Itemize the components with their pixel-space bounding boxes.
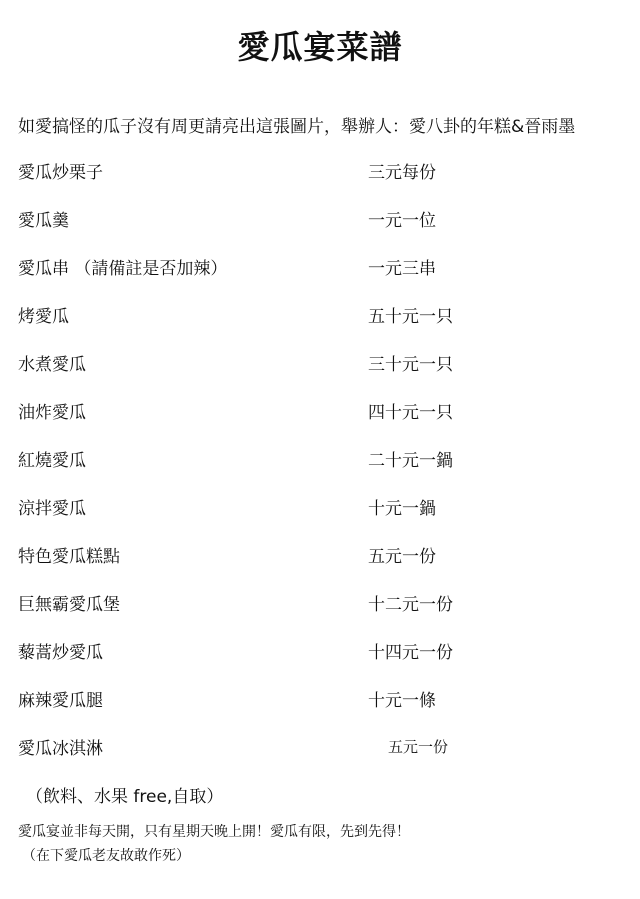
menu-item (18, 158, 618, 206)
menu-item (18, 206, 618, 254)
dish-name: 愛瓜冰淇淋 (18, 739, 103, 759)
dish-price: 十元一鍋 (368, 499, 436, 519)
menu-list (18, 158, 618, 782)
dish-name: 麻辣愛瓜腿 (18, 691, 103, 711)
dish-price: 五十元一只 (368, 307, 453, 327)
dish-name: 特色愛瓜糕點 (18, 547, 120, 567)
menu-item (18, 254, 618, 302)
dish-name: 藜蒿炒愛瓜 (18, 643, 103, 663)
free-items-note: （飲料、水果 free,自取） (26, 787, 224, 807)
dish-price: 十二元一份 (368, 595, 453, 615)
menu-item (18, 302, 618, 350)
dish-name: 水煮愛瓜 (18, 355, 86, 375)
dish-price: 三十元一只 (368, 355, 453, 375)
dish-name: 愛瓜炒栗子 (18, 163, 103, 183)
dish-price: 一元一位 (368, 211, 436, 231)
menu-item (18, 398, 618, 446)
intro-text: 如愛搞怪的瓜子沒有周更請亮出這張圖片，舉辦人：愛八卦的年糕&晉雨墨 (18, 117, 576, 137)
menu-item (18, 494, 618, 542)
menu-item (18, 542, 618, 590)
page-title: 愛瓜宴菜譜 (237, 28, 403, 66)
dish-price: 一元三串 (368, 259, 436, 279)
menu-item (18, 638, 618, 686)
menu-item (18, 686, 618, 734)
footer-remark: （在下愛瓜老友故敢作死） (22, 848, 190, 864)
opening-notice: 愛瓜宴並非每天開，只有星期天晚上開！愛瓜有限，先到先得！ (18, 824, 410, 840)
dish-name: 愛瓜串 （請備註是否加辣） (18, 259, 228, 279)
dish-name: 巨無霸愛瓜堡 (18, 595, 120, 615)
menu-item (18, 350, 618, 398)
dish-price: 三元每份 (368, 163, 436, 183)
dish-name: 愛瓜羹 (18, 211, 69, 231)
menu-item (18, 590, 618, 638)
dish-name: 烤愛瓜 (18, 307, 69, 327)
dish-price: 四十元一只 (368, 403, 453, 423)
dish-name: 油炸愛瓜 (18, 403, 86, 423)
dish-price: 五元一份 (388, 738, 449, 756)
dish-name: 涼拌愛瓜 (18, 499, 86, 519)
menu-item (18, 446, 618, 494)
menu-item (18, 734, 618, 782)
dish-price: 十四元一份 (368, 643, 453, 663)
dish-price: 十元一條 (368, 691, 436, 711)
dish-price: 二十元一鍋 (368, 451, 453, 471)
dish-name: 紅燒愛瓜 (18, 451, 86, 471)
dish-price: 五元一份 (368, 547, 436, 567)
